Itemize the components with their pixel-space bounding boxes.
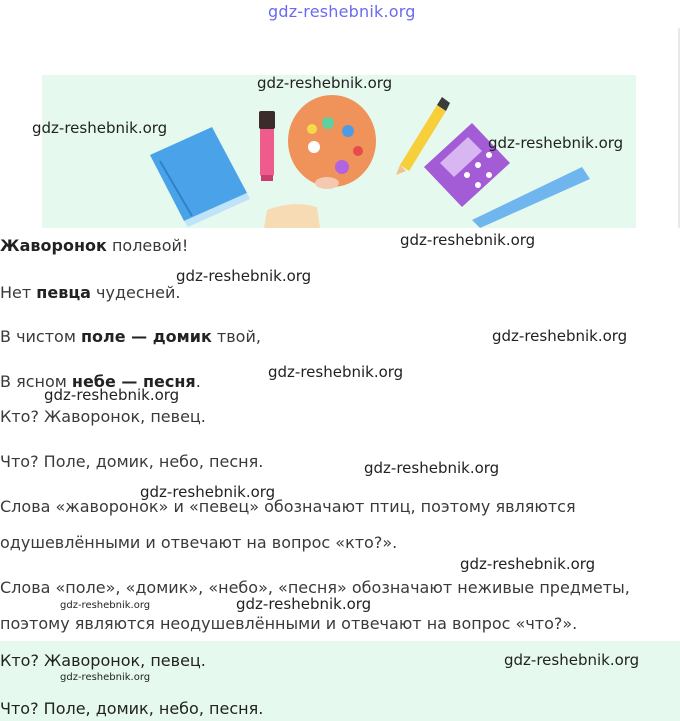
watermark: gdz-reshebnik.org (44, 386, 180, 404)
paragraph-2-line-1: Слова «поле», «домик», «небо», «песня» обозначают неживые предметы, (0, 578, 630, 597)
watermark: gdz-reshebnik.org (364, 459, 500, 477)
palette-icon (288, 95, 376, 189)
watermark: gdz-reshebnik.org (492, 327, 628, 345)
watermark: gdz-reshebnik.org (32, 119, 168, 137)
poem-line-1 (0, 236, 188, 255)
watermark: gdz-reshebnik.org (140, 483, 276, 501)
watermark: gdz-reshebnik.org (268, 363, 404, 381)
poem-line-2-text-a: Нет (0, 283, 37, 302)
answer-who: Кто? Жаворонок, певец. (0, 651, 206, 670)
answer-what: Что? Поле, домик, небо, песня. (0, 699, 264, 718)
poem-line-4-text-a: В ясном (0, 372, 72, 391)
poem-line-2-bold: певца (36, 283, 91, 302)
poem-line-3-bold: поле — домик (80, 327, 212, 346)
poem-line-1-bold: Жаворонок (0, 236, 107, 255)
hand-icon (264, 204, 320, 228)
watermark: gdz-reshebnik.org (460, 555, 596, 573)
watermark: gdz-reshebnik.org (488, 134, 624, 152)
poem-line-2-text-b: чудесней. (90, 283, 181, 302)
watermark: gdz-reshebnik.org (236, 595, 372, 613)
notebook-icon (150, 127, 250, 227)
poem-line-1-text: полевой! (106, 236, 189, 255)
watermark: gdz-reshebnik.org (504, 651, 640, 669)
paragraph-1-line-1: Слова «жаворонок» и «певец» обозначают птиц, поэтому являются (0, 497, 576, 516)
paragraph-2-line-2: поэтому являются неодушевлёнными и отвечают на вопрос «что?». (0, 614, 578, 633)
poem-line-4-text-b: . (195, 372, 201, 391)
watermark-top: gdz-reshebnik.org (268, 2, 416, 21)
who-line: Кто? Жаворонок, певец. (0, 407, 206, 426)
what-line: Что? Поле, домик, небо, песня. (0, 452, 264, 471)
watermark: gdz-reshebnik.org (257, 74, 393, 92)
highlighter-icon (259, 111, 275, 181)
watermark: gdz-reshebnik.org (400, 231, 536, 249)
poem-line-4-bold: небе — песня (71, 372, 196, 391)
watermark-small: gdz-reshebnik.org (60, 600, 151, 611)
poem-line-3 (0, 327, 261, 346)
poem-line-3-text-a: В чистом (0, 327, 81, 346)
poem-line-2 (0, 283, 180, 302)
paragraph-1-line-2: одушевлёнными и отвечают на вопрос «кто?». (0, 533, 398, 552)
poem-line-3-text-b: твой, (211, 327, 261, 346)
watermark: gdz-reshebnik.org (176, 267, 312, 285)
watermark-small: gdz-reshebnik.org (60, 672, 151, 683)
